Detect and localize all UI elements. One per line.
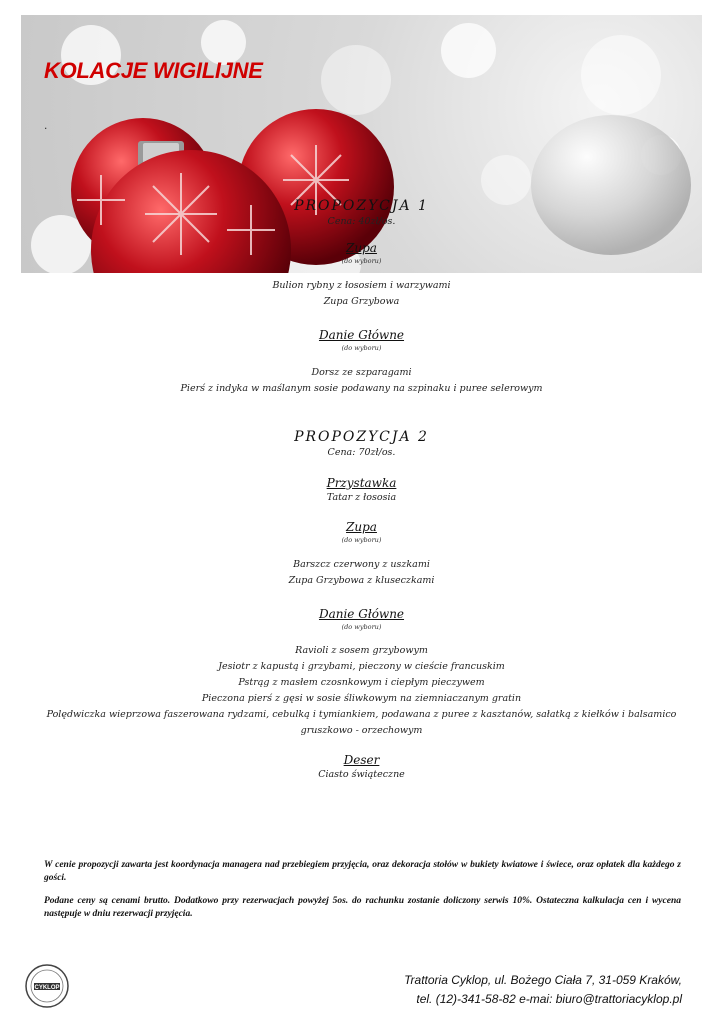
cyklop-logo (24, 963, 70, 1009)
terms-notes (44, 859, 681, 931)
proposal-2-soup-heading: Zupa (346, 520, 377, 534)
menu-item: gruszkowo - orzechowym (300, 725, 423, 736)
proposal-1-main-note: (do wyboru) (341, 344, 382, 352)
proposal-1 (21, 198, 702, 397)
menu-item: Zupa Grzybowa z kluseczkami (288, 575, 435, 586)
note-coordination: W cenie propozycji zawarta jest koordynacja managera nad przebiegiem przyjęcia, oraz dekoracja stołów w bukiety kwiatowe i świece, oraz opłatek dla każdego z gości. (44, 860, 681, 883)
proposal-1-soup-heading: Zupa (346, 241, 377, 255)
contact-address: Trattoria Cyklop, ul. Bożego Ciała 7, 31-059 Kraków, (404, 973, 682, 987)
menu-item: Pstrąg z masłem czosnkowym i ciepłym pieczywem (238, 677, 485, 688)
proposal-1-soup-note: (do wyboru) (341, 257, 382, 265)
menu-item: Pierś z indyka w maślanym sosie podawany na szpinaku i puree selerowym (180, 383, 543, 394)
note-prices: Podane ceny są cenami brutto. Dodatkowo przy rezerwacjach powyżej 5os. do rachunku zostanie doliczony serwis 10%. Ostateczna kalkulacja cen i wycena następuje w dniu rezerwacji przyjęcia. (44, 896, 681, 919)
proposal-2-price: Cena: 70zł/os. (327, 447, 396, 458)
menu-item: Pieczona pierś z gęsi w sosie śliwkowym na ziemniaczanym gratin (201, 693, 522, 704)
page-title: KOLACJE WIGILIJNE (44, 58, 263, 83)
contact-info (404, 971, 682, 1009)
menu-item: Bulion rybny z łososiem i warzywami (272, 280, 451, 291)
menu-item: Ciasto świąteczne (318, 769, 405, 780)
proposal-2-main-heading: Danie Główne (318, 607, 405, 621)
menu-item: Dorsz ze szparagami (311, 367, 412, 378)
menu-content (21, 198, 702, 783)
proposal-2-starter-heading: Przystawka (326, 476, 397, 490)
marker: . (44, 118, 48, 132)
menu-item: Polędwiczka wieprzowa faszerowana rydzami, cebulką i tymiankiem, podawana z puree z kasztanów, sałatką z kiełków i balsamico (46, 709, 677, 720)
proposal-1-price: Cena: 40zł/os. (327, 216, 396, 227)
proposal-2-title: PROPOZYCJA 2 (294, 429, 429, 445)
menu-item: Jesiotr z kapustą i grzybami, pieczony w cieście francuskim (218, 661, 505, 672)
menu-item: Zupa Grzybowa (323, 296, 400, 307)
proposal-2-soup-note: (do wyboru) (341, 536, 382, 544)
menu-item: Barszcz czerwony z uszkami (293, 559, 430, 570)
logo-text: CYKLOP (34, 985, 60, 991)
contact-phone-email: tel. (12)-341-58-82 e-mai: biuro@trattoriacyklop.pl (416, 992, 682, 1006)
menu-item: Tatar z łososia (326, 492, 397, 503)
proposal-2-main-note: (do wyboru) (341, 623, 382, 631)
menu-item: Ravioli z sosem grzybowym (295, 645, 428, 656)
proposal-1-title: PROPOZYCJA 1 (294, 198, 429, 214)
proposal-2-dessert-heading: Deser (343, 753, 380, 767)
proposal-1-main-heading: Danie Główne (318, 328, 405, 342)
proposal-2 (21, 429, 702, 783)
